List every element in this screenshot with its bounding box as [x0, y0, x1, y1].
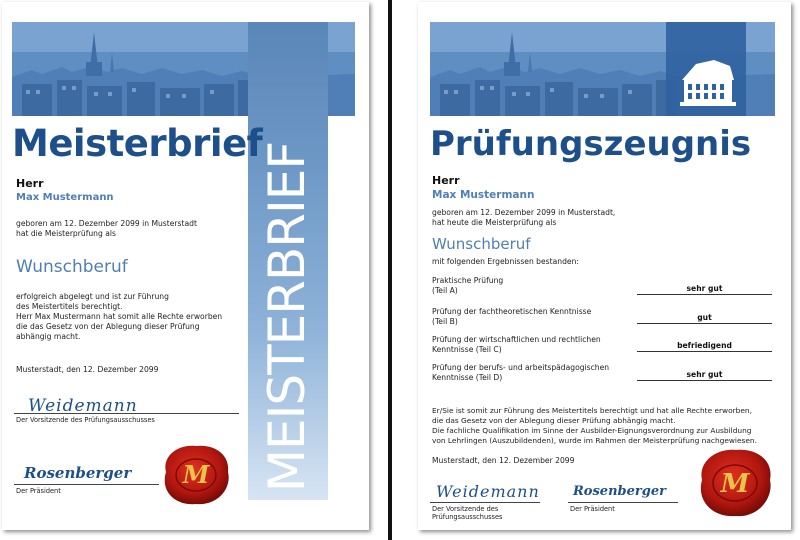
- intro-text: geboren am 12. Dezember 2099 in Musterstadt, hat heute die Meisterprüfung als: [432, 208, 616, 227]
- result-row: Praktische Prüfung (Teil A): [432, 276, 504, 295]
- wax-seal-icon: [158, 442, 234, 508]
- place-date: Musterstadt, den 12. Dezember 2099: [16, 365, 159, 374]
- meisterbrief-document: [2, 2, 369, 530]
- city-banner: [430, 22, 775, 116]
- results-intro: mit folgenden Ergebnissen bestanden:: [432, 257, 579, 266]
- vertical-title: MEISTERBRIEF: [258, 141, 316, 493]
- signature-line: [14, 413, 239, 414]
- profession: Wunschberuf: [16, 257, 128, 277]
- result-grade: sehr gut: [637, 283, 772, 295]
- signature-chairman: Weidemann: [436, 482, 540, 501]
- body-text: erfolgreich abgelegt und ist zur Führung des Meistertitels berechtigt. Herr Max Mustermann hat somit alle Rechte erworben die das Gesetz von der Ablegung dieser Prüfung abhängig macht.: [16, 292, 223, 341]
- result-row: Prüfung der wirtschaftlichen und rechtlichen Kenntnisse (Teil C): [432, 335, 601, 354]
- document-title: Meisterbrief: [12, 122, 263, 165]
- page-divider: [388, 0, 392, 540]
- president-role: Der Präsident: [16, 487, 61, 495]
- holder-name: Max Mustermann: [16, 192, 114, 203]
- holder-name: Max Mustermann: [432, 189, 535, 201]
- document-title: Prüfungszeugnis: [430, 124, 752, 164]
- chairman-role: Der Vorsitzende des Prüfungsausschusses: [16, 416, 155, 424]
- result-grade: befriedigend: [637, 340, 772, 352]
- salutation: Herr: [432, 174, 460, 187]
- signature-president: Rosenberger: [573, 484, 666, 499]
- zeugnis-document: [418, 2, 791, 530]
- seal-letter: M: [720, 469, 750, 499]
- result-grade: sehr gut: [637, 369, 772, 381]
- place-date: Musterstadt, den 12. Dezember 2099: [432, 456, 575, 465]
- result-row: Prüfung der berufs- und arbeitspädagogischen Kenntnisse (Teil D): [432, 363, 610, 382]
- signature-line: [568, 502, 678, 503]
- salutation: Herr: [16, 177, 44, 190]
- wax-seal-icon: [694, 446, 776, 520]
- intro-text: geboren am 12. Dezember 2099 in Musterstadt hat die Meisterprüfung als: [16, 219, 197, 238]
- signature-president: Rosenberger: [24, 464, 132, 482]
- president-role: Der Präsident: [570, 505, 615, 513]
- closing-text: Er/Sie ist somit zur Führung des Meistertitels berechtigt und hat alle Rechte erworben, die das Gesetz von der Ablegung dieser Prüfung abhängig macht. Die fachliche Qualifikation im Sinne der Ausbilder-Eignungsverordnung zur Ausbildung von Lehrlingen (Auszubildenden), wurde im Rahmen der Meisterprüfung nachgewiesen.: [432, 406, 757, 445]
- profession: Wunschberuf: [432, 235, 531, 253]
- signature-line: [430, 502, 540, 503]
- signature-line: [14, 484, 159, 485]
- signature-chairman: Weidemann: [28, 396, 138, 416]
- seal-letter: M: [182, 460, 210, 489]
- result-row: Prüfung der fachtheoretischen Kenntnisse (Teil B): [432, 307, 592, 326]
- chairman-role: Der Vorsitzende des Prüfungsausschusses: [432, 505, 503, 521]
- result-grade: gut: [637, 312, 772, 324]
